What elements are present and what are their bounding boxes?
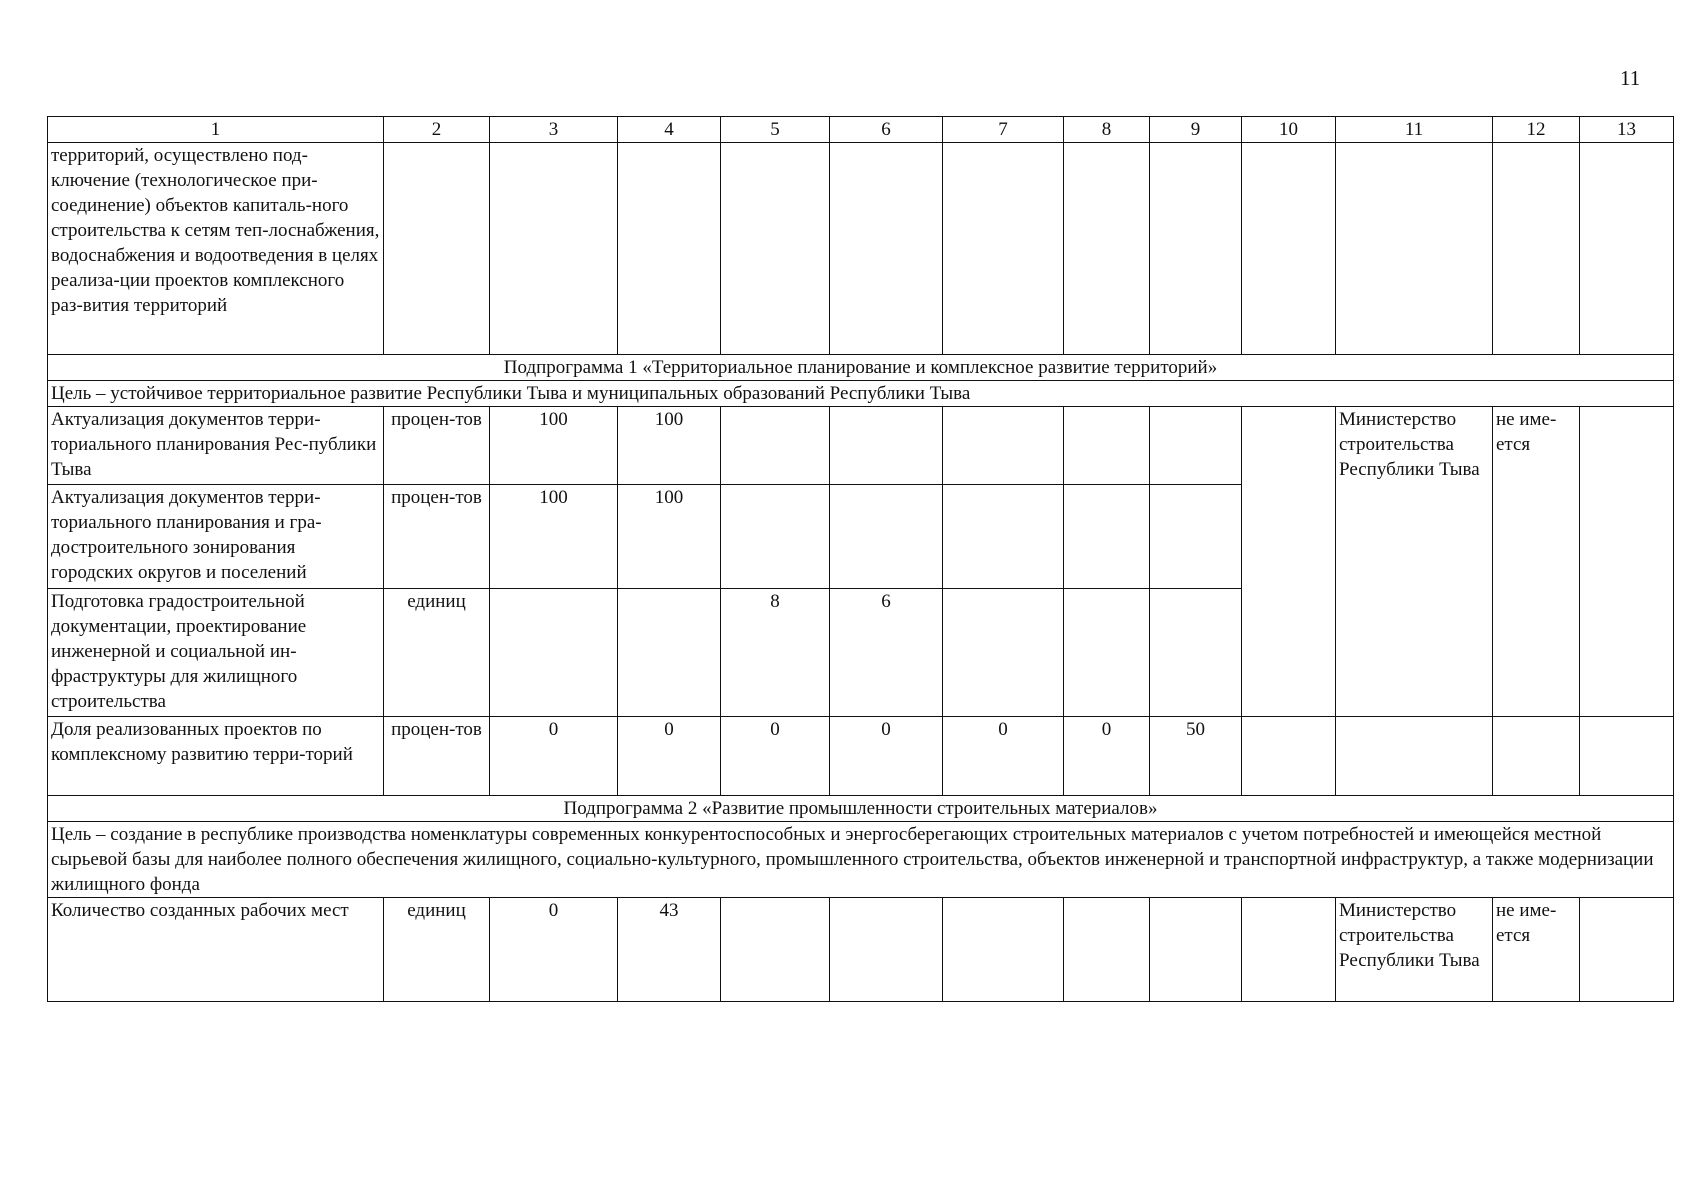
- value-cell: 6: [830, 589, 943, 717]
- header-cell: 3: [490, 117, 618, 143]
- table-cell: [830, 143, 943, 355]
- value-cell: [721, 898, 830, 1002]
- unit-cell: процен-тов: [384, 407, 490, 485]
- subprogram-1-title: Подпрограмма 1 «Территориальное планирование и комплексное развитие территорий»: [48, 355, 1674, 381]
- header-cell: 5: [721, 117, 830, 143]
- value-cell: [830, 898, 943, 1002]
- value-cell: [1150, 485, 1242, 589]
- value-cell: 100: [490, 407, 618, 485]
- value-cell: 0: [721, 717, 830, 796]
- value-cell: [1150, 898, 1242, 1002]
- subprogram-2-goal: Цель – создание в республике производства номенклатуры современных конкурентоспособных и энергосберегающих строительных материалов с учетом потребностей и имеющейся местной сырьевой базы для наиболее полного обеспечения жилищного, социально-культурного, промышленного строительства, объектов инженерной и транспортной инфраструктур, а также модернизации жилищного фонда: [48, 822, 1674, 898]
- table-cell: [1580, 717, 1674, 796]
- header-cell: 13: [1580, 117, 1674, 143]
- value-cell: [490, 589, 618, 717]
- header-cell: 9: [1150, 117, 1242, 143]
- table-cell: [1242, 143, 1336, 355]
- indicators-table: [47, 116, 1674, 1002]
- value-cell: [618, 589, 721, 717]
- table-cell: [1064, 143, 1150, 355]
- subprogram-title-row: [48, 796, 1674, 822]
- table-cell: [1580, 898, 1674, 1002]
- value-cell: 100: [490, 485, 618, 589]
- note-cell: не име-ется: [1493, 407, 1580, 717]
- header-cell: 2: [384, 117, 490, 143]
- header-cell: 4: [618, 117, 721, 143]
- subprogram-title-row: [48, 355, 1674, 381]
- subprogram-2-title: Подпрограмма 2 «Развитие промышленности строительных материалов»: [48, 796, 1674, 822]
- value-cell: [943, 407, 1064, 485]
- table-row: [48, 898, 1674, 1002]
- header-cell: 11: [1336, 117, 1493, 143]
- header-cell: 1: [48, 117, 384, 143]
- table-cell: [1242, 717, 1336, 796]
- header-cell: 7: [943, 117, 1064, 143]
- indicator-cell: Подготовка градостроительной документации, проектирование инженерной и социальной ин-фраструктуры для жилищного строительства: [48, 589, 384, 717]
- indicator-cell: Актуализация документов терри-ториального планирования Рес-публики Тыва: [48, 407, 384, 485]
- header-cell: 10: [1242, 117, 1336, 143]
- value-cell: [1064, 589, 1150, 717]
- value-cell: [1064, 485, 1150, 589]
- value-cell: 100: [618, 407, 721, 485]
- indicator-cell: Доля реализованных проектов по комплексному развитию терри-торий: [48, 717, 384, 796]
- value-cell: [943, 485, 1064, 589]
- value-cell: [830, 407, 943, 485]
- value-cell: 0: [618, 717, 721, 796]
- table-cell: [1336, 143, 1493, 355]
- unit-cell: единиц: [384, 589, 490, 717]
- table-cell: [490, 143, 618, 355]
- table-cell: [384, 143, 490, 355]
- table-cell: [721, 143, 830, 355]
- table-row: [48, 717, 1674, 796]
- indicator-cell: Количество созданных рабочих мест: [48, 898, 384, 1002]
- value-cell: [721, 485, 830, 589]
- value-cell: 0: [490, 898, 618, 1002]
- table-cell: [1580, 143, 1674, 355]
- value-cell: [1150, 589, 1242, 717]
- value-cell: [721, 407, 830, 485]
- table-cell: [1336, 717, 1493, 796]
- value-cell: [1242, 898, 1336, 1002]
- value-cell: [1150, 407, 1242, 485]
- value-cell: [1064, 407, 1150, 485]
- value-cell: [943, 589, 1064, 717]
- value-cell: 100: [618, 485, 721, 589]
- table-cell: [1493, 717, 1580, 796]
- subprogram-1-goal: Цель – устойчивое территориальное развитие Республики Тыва и муниципальных образований Республики Тыва: [48, 381, 1674, 407]
- value-cell: 50: [1150, 717, 1242, 796]
- table-cell: [1493, 143, 1580, 355]
- unit-cell: процен-тов: [384, 717, 490, 796]
- value-cell: [1064, 898, 1150, 1002]
- indicator-cell: территорий, осуществлено под-ключение (технологическое при-соединение) объектов капиталь-ного строительства к сетям теп-лоснабжения, водоснабжения и водоотведения в целях реализа-ции проектов комплексного раз-вития территорий: [48, 143, 384, 355]
- header-cell: 8: [1064, 117, 1150, 143]
- value-cell: 0: [830, 717, 943, 796]
- note-cell: не име-ется: [1493, 898, 1580, 1002]
- table-cell: [618, 143, 721, 355]
- indicator-cell: Актуализация документов терри-ториального планирования и гра-достроительного зонирования городских округов и поселений: [48, 485, 384, 589]
- table-header-row: [48, 117, 1674, 143]
- value-cell: 0: [943, 717, 1064, 796]
- value-cell: 43: [618, 898, 721, 1002]
- table-cell: [1150, 143, 1242, 355]
- value-cell: [830, 485, 943, 589]
- responsible-cell: Министерство строительства Республики Тыва: [1336, 407, 1493, 717]
- table-row: [48, 407, 1674, 485]
- table-row: [48, 143, 1674, 355]
- goal-row: [48, 822, 1674, 898]
- value-cell: 0: [490, 717, 618, 796]
- header-cell: 6: [830, 117, 943, 143]
- page-number: 11: [1620, 66, 1641, 90]
- header-cell: 12: [1493, 117, 1580, 143]
- unit-cell: процен-тов: [384, 485, 490, 589]
- table-cell: [1242, 407, 1336, 717]
- table-cell: [1580, 407, 1674, 717]
- goal-row: [48, 381, 1674, 407]
- unit-cell: единиц: [384, 898, 490, 1002]
- table-cell: [943, 143, 1064, 355]
- responsible-cell: Министерство строительства Республики Тыва: [1336, 898, 1493, 1002]
- value-cell: [943, 898, 1064, 1002]
- value-cell: 0: [1064, 717, 1150, 796]
- value-cell: 8: [721, 589, 830, 717]
